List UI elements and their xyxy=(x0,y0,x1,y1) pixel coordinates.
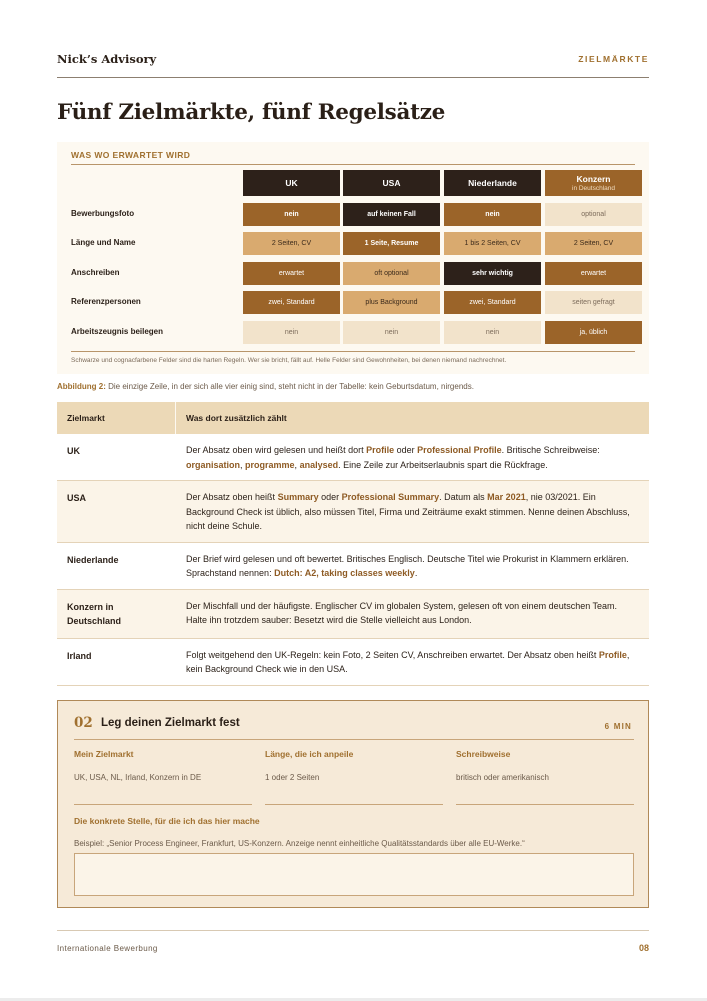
text-run: , nie 03/2021. Ein Background Check ist üblich, also müssen Titel, Firma und Zeiträume exakt stimmen. Nenne deinen Abschluss, nicht deine Schule. xyxy=(186,492,630,531)
field-label-position: Die konkrete Stelle, für die ich das hier mache xyxy=(74,816,260,826)
market-name: UK xyxy=(67,446,80,456)
text-run: Der Brief wird gelesen und oft bewertet. Britisches Englisch. Deutsche Titel wie Prokurist in Klammern erklären. Sprachstand nennen: xyxy=(186,553,629,578)
matrix-cell: nein xyxy=(243,203,340,226)
matrix-cell: zwei, Standard xyxy=(444,291,541,314)
matrix-cell: nein xyxy=(343,321,440,344)
matrix-cell: 1 Seite, Resume xyxy=(343,232,440,255)
matrix-cell: plus Background xyxy=(343,291,440,314)
highlight-term: organisation xyxy=(186,459,241,470)
text-run: . Eine Zeile zur Arbeitserlaubnis spart die Rückfrage. xyxy=(338,459,548,470)
position-input-box[interactable] xyxy=(74,853,634,896)
matrix-cell: nein xyxy=(444,321,541,344)
market-details-table xyxy=(57,402,649,686)
market-matrix xyxy=(57,142,649,374)
field-hint-spelling: britisch oder amerikanisch xyxy=(456,773,549,782)
text-run: . Datum als xyxy=(439,492,488,502)
highlight-term: Mar 2021 xyxy=(487,492,526,502)
highlight-term: Professional Profile xyxy=(417,445,502,455)
field-hint-market: UK, USA, NL, Irland, Konzern in DE xyxy=(74,773,202,782)
text-run: , kein Background Check wie in den USA. xyxy=(186,649,630,674)
matrix-cell: ja, üblich xyxy=(545,321,642,344)
text-run: Der Absatz oben heißt xyxy=(186,492,278,502)
text-run: . Britische Schreibweise: xyxy=(501,445,600,455)
matrix-row-label: Referenzpersonen xyxy=(71,297,141,306)
highlight-term: Profile xyxy=(598,649,627,660)
page-number: 08 xyxy=(638,943,649,953)
table-row xyxy=(57,639,649,686)
text-run: oder xyxy=(394,445,418,455)
brand-name: Nick’s Advisory xyxy=(57,52,157,66)
highlight-term: analysed xyxy=(299,459,339,470)
matrix-cell: oft optional xyxy=(343,262,440,285)
matrix-cell: nein xyxy=(243,321,340,344)
page-header xyxy=(57,52,649,78)
highlight-term: Profile xyxy=(366,445,395,455)
matrix-column-konzern: Konzern in Deutschland xyxy=(545,170,642,196)
spelling-input-line[interactable] xyxy=(456,787,634,805)
matrix-cell: nein xyxy=(444,203,541,226)
matrix-cell: erwartet xyxy=(545,262,642,285)
market-details xyxy=(175,543,649,589)
market-name: USA xyxy=(67,493,87,503)
field-label-length: Länge, die ich anpeile xyxy=(265,749,354,759)
table-row xyxy=(57,590,649,639)
text-run: Der Mischfall und der häufigste. Englischer CV im globalen System, gelesen oft von einem deutschen Team. Halte ihn trotzdem sauber: Besetzt wird die Stelle vielleicht aus London. xyxy=(186,600,618,625)
text-run: Folgt weitgehend den UK-Regeln: kein Foto, 2 Seiten CV, Anschreiben erwartet. Der Absatz oben heißt xyxy=(186,649,599,660)
exercise-number: 02 xyxy=(74,715,93,731)
matrix-row-label: Bewerbungsfoto xyxy=(71,209,135,218)
matrix-cell: erwartet xyxy=(243,262,340,285)
text-run: oder xyxy=(318,492,342,502)
exercise-title: Leg deinen Zielmarkt fest xyxy=(101,717,240,729)
matrix-cell: 2 Seiten, CV xyxy=(243,232,340,255)
market-name: Niederlande xyxy=(67,554,119,565)
divider xyxy=(74,739,634,740)
text-run: Der Absatz oben wird gelesen und heißt dort xyxy=(186,445,367,455)
matrix-column-uk: UK xyxy=(243,170,340,196)
matrix-row-label: Länge und Name xyxy=(71,238,136,247)
exercise-box xyxy=(57,700,649,908)
text-run: , xyxy=(294,459,300,470)
matrix-note: Schwarze und cognacfarbene Felder sind die harten Regeln. Wer sie bricht, fällt auf. Helle Felder sind Gewohnheiten, bei denen niemand nachrechnet. xyxy=(71,357,507,364)
text-run: . xyxy=(414,568,418,578)
table-row xyxy=(57,481,649,543)
figure-caption: Abbildung 2: Die einzige Zeile, in der sich alle vier einig sind, steht nicht in der Tabelle: kein Geburtsdatum, nirgends. xyxy=(57,382,474,391)
highlight-term: programme xyxy=(245,459,295,470)
section-tag: ZIELMÄRKTE xyxy=(578,54,649,64)
exercise-duration: 6 MIN xyxy=(604,722,632,731)
matrix-column-usa: USA xyxy=(343,170,440,196)
highlight-term: Professional Summary xyxy=(341,492,440,502)
matrix-cell: 1 bis 2 Seiten, CV xyxy=(444,232,541,255)
table-row xyxy=(57,543,649,590)
divider xyxy=(71,351,635,352)
matrix-cell: optional xyxy=(545,203,642,226)
market-name: Konzern in Deutschland xyxy=(67,601,122,626)
matrix-column-nl: Niederlande xyxy=(444,170,541,196)
table-row xyxy=(57,434,649,481)
market-input-line[interactable] xyxy=(74,787,252,805)
market-name: Irland xyxy=(67,650,92,661)
field-hint-length: 1 oder 2 Seiten xyxy=(265,773,320,782)
market-details xyxy=(175,481,649,542)
highlight-term: Dutch: A2, taking classes weekly xyxy=(274,568,415,578)
footer-title: Internationale Bewerbung xyxy=(57,944,158,953)
footer-divider xyxy=(57,930,649,931)
matrix-cell: sehr wichtig xyxy=(444,262,541,285)
market-details xyxy=(175,639,649,685)
column-header-details: Was dort zusätzlich zählt xyxy=(175,402,287,434)
matrix-cell: auf keinen Fall xyxy=(343,203,440,226)
field-hint-position: Beispiel: „Senior Process Engineer, Frankfurt, US-Konzern. Anzeige nennt einheitliche Qualitätsstandards über alle EU-Werke.“ xyxy=(74,839,525,848)
matrix-title: WAS WO ERWARTET WIRD xyxy=(71,150,191,160)
divider xyxy=(71,164,635,165)
matrix-cell: 2 Seiten, CV xyxy=(545,232,642,255)
matrix-row-label: Arbeitszeugnis beilegen xyxy=(71,327,164,336)
page-title: Fünf Zielmärkte, fünf Regelsätze xyxy=(57,100,446,125)
matrix-row-label: Anschreiben xyxy=(71,268,120,277)
table-header xyxy=(57,402,649,434)
highlight-term: Summary xyxy=(277,492,319,502)
field-label-market: Mein Zielmarkt xyxy=(74,749,134,759)
matrix-cell: zwei, Standard xyxy=(243,291,340,314)
length-input-line[interactable] xyxy=(265,787,443,805)
market-details xyxy=(175,590,649,638)
column-header-market: Zielmarkt xyxy=(67,413,105,423)
field-label-spelling: Schreibweise xyxy=(456,749,511,759)
market-details xyxy=(175,434,649,480)
text-run: , xyxy=(240,459,246,470)
matrix-cell: seiten gefragt xyxy=(545,291,642,314)
